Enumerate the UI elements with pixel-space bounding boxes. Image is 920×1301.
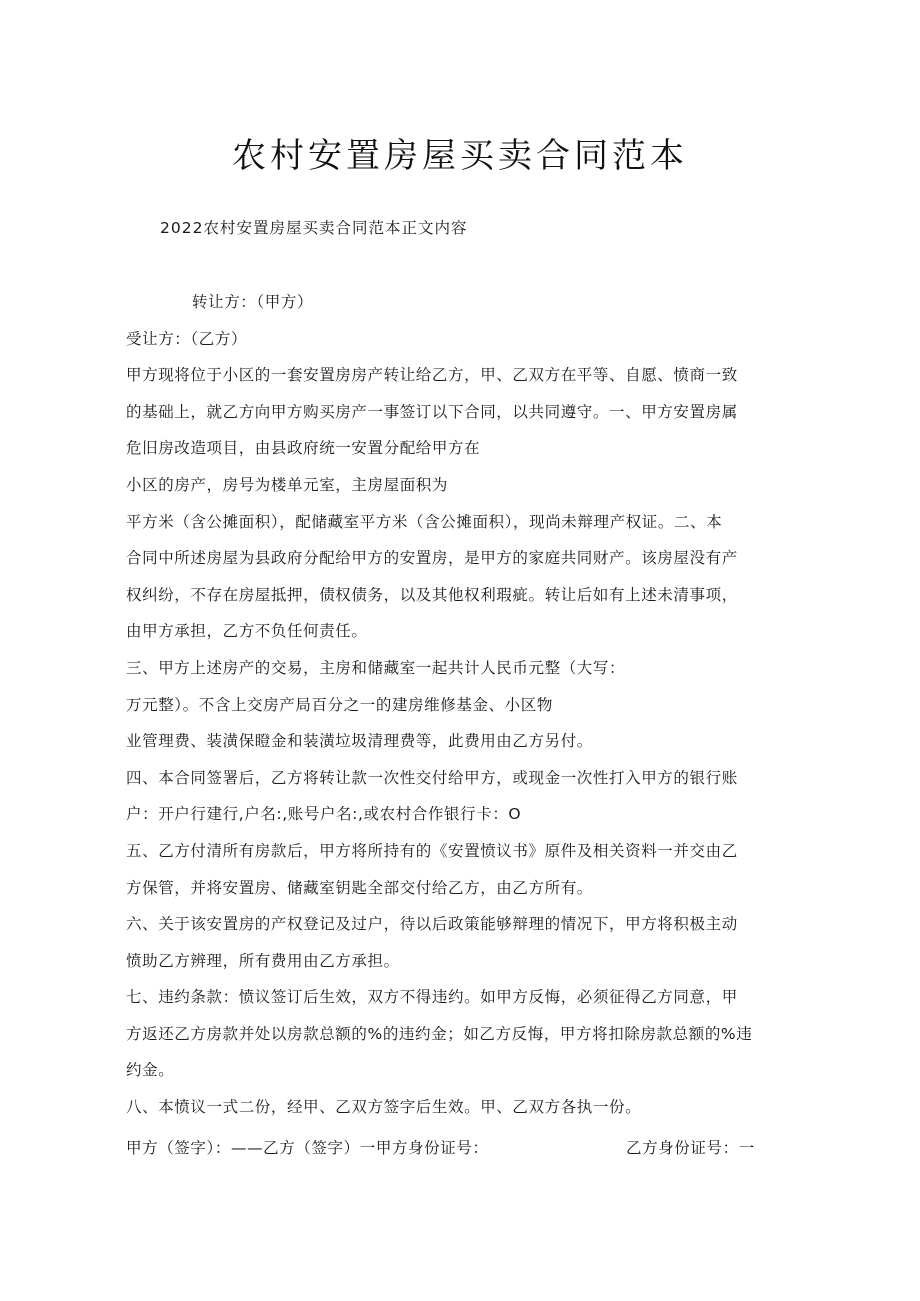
- body-line: 业管理费、装潢保瞪金和装潢垃圾清理费等，此费用由乙方另付。: [126, 732, 593, 751]
- body-line: 方保管，并将安置房、储藏室钥匙全部交付给乙方，由乙方所有。: [126, 878, 593, 897]
- document-body: [126, 284, 782, 1166]
- body-line: 危旧房改造项目，由县政府统一安置分配给甲方在: [126, 439, 481, 458]
- body-line: 五、乙方付清所有房款后，甲方将所持有的《安置愤议书》原件及相关资料一并交由乙: [126, 841, 738, 860]
- line-transferor: 转让方：（甲方）: [192, 293, 314, 311]
- body-line: 四、本合同签署后，乙方将转让款一次性交付给甲方，或现金一次性打入甲方的银行账: [126, 768, 738, 787]
- signature-line: [126, 1130, 782, 1167]
- signature-left: 甲方（签字）：——乙方（签字）一甲方身份证号：: [126, 1138, 489, 1157]
- signature-right: 乙方身份证号：一: [626, 1138, 755, 1157]
- body-line: 的基础上，就乙方向甲方购买房产一事签订以下合同，以共同遵守。一、甲方安置房属: [126, 402, 738, 421]
- body-line: 小区的房产，房号为楼单元室，主房屋面积为: [126, 475, 449, 494]
- document-title: 农村安置房屋买卖合同范本: [232, 136, 688, 176]
- body-line: 由甲方承担，乙方不负任何责任。: [126, 622, 368, 641]
- body-line: 约金。: [126, 1061, 175, 1080]
- body-line: 合同中所述房屋为县政府分配给甲方的安置房，是甲方的家庭共同财产。该房屋没有产: [126, 549, 738, 568]
- line-transferee: 受让方：（乙方）: [126, 329, 248, 348]
- body-line: 户：开户行建行,户名:,账号户名:,或农村合作银行卡：O: [126, 805, 522, 824]
- body-line: 甲方现将位于小区的一套安置房房产转让给乙方，甲、乙双方在平等、自愿、愤商一致: [126, 366, 738, 385]
- body-line: 权纠纷，不存在房屋抵押，债权债务，以及其他权利瑕疵。转让后如有上述未清事项，: [126, 585, 738, 604]
- body-line: 六、关于该安置房的产权登记及过户，待以后政策能够辩理的情况下，甲方将积极主动: [126, 915, 738, 934]
- body-line: 愤助乙方辨理，所有费用由乙方承担。: [126, 951, 400, 970]
- body-line: 万元整）。不含上交房产局百分之一的建房维修基金、小区物: [126, 695, 553, 714]
- body-line: 七、违约条款：愤议签订后生效，双方不得违约。如甲方反悔，必须征得乙方同意，甲: [126, 988, 738, 1007]
- body-line: 三、甲方上述房产的交易，主房和储藏室一起共计人民币元整（大写：: [126, 658, 626, 677]
- body-line: 平方米（含公摊面积），配储藏室平方米（含公摊面积），现尚未辩理产权证。二、本: [126, 512, 723, 531]
- body-line: 方返还乙方房款并处以房款总额的%的违约金；如乙方反悔，甲方将扣除房款总额的%违: [126, 1024, 753, 1043]
- body-line: 八、本愤议一式二份，经甲、乙双方签字后生效。甲、乙双方各执一份。: [126, 1098, 642, 1117]
- document-subtitle: 2022农村安置房屋买卖合同范本正文内容: [160, 219, 468, 237]
